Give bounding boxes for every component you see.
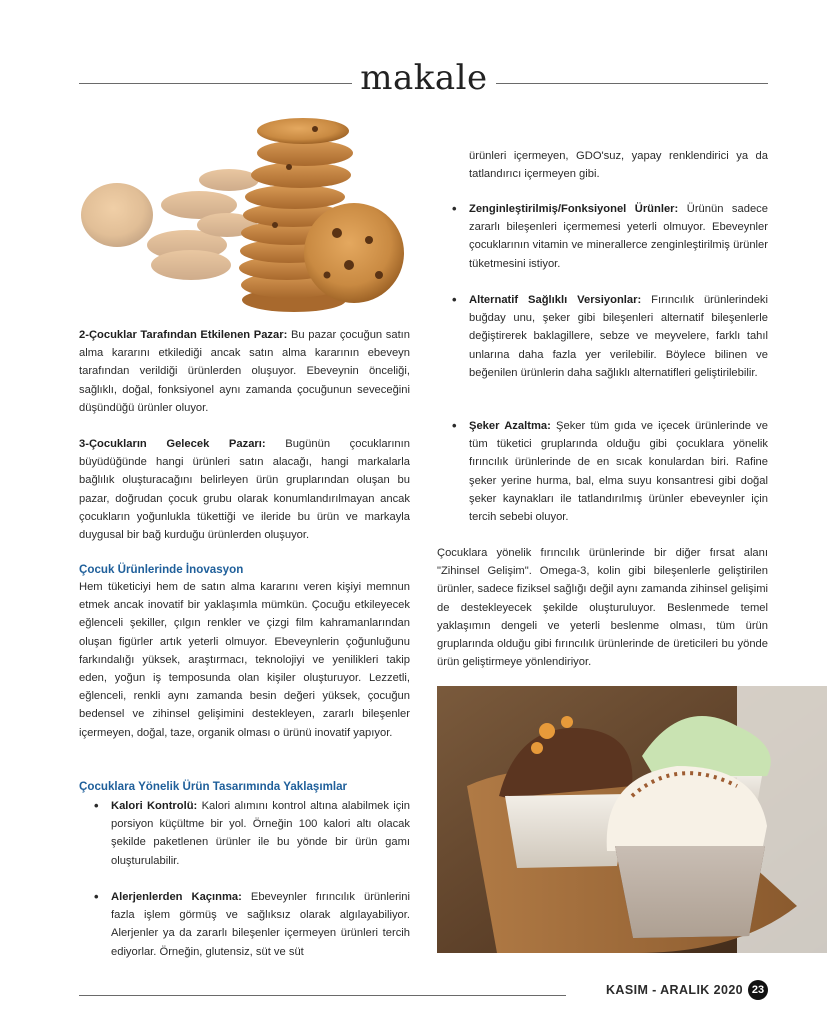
bullet-dot: • <box>94 798 99 813</box>
bullet-body: Kalori alımını kontrol altına alabilmek için porsiyon küçültme bir yol. Örneğin 100 kalori altı olacak şekilde paketlenen ürünler ile bu yönde bir ürün gamı oluşturulabilir. <box>111 800 410 867</box>
right-final-para: Çocuklara yönelik fırıncılık ürünlerinde bir diğer fırsat alanı "Zihinsel Gelişim". Omega-3, kolin gibi bileşenlerle geliştirilen ürünler, sadece fiziksel sağlığı değil aynı zamanda zihinsel gelişimi de destekleyecek şekilde oluşturuluyor. Beslenmede temel yaklaşımın dengeli ve yeterli beslenme olması, tüm ürün gruplarında olduğu gibi fırıncılık ürünlerinde de üreticileri bu yönde ürün geliştirmeye yönlendiriyor. <box>437 547 768 669</box>
left-para-2 <box>79 435 410 544</box>
para-lead: 2-Çocuklar Tarafından Etkilenen Pazar: <box>79 329 288 341</box>
cookies-photo <box>79 105 424 320</box>
bullet-calorie <box>111 797 410 870</box>
bullet-allergen <box>111 888 410 961</box>
heading-innovation: Çocuk Ürünlerinde İnovasyon <box>79 563 244 576</box>
bullet-lead: Alternatif Sağlıklı Versiyonlar: <box>469 294 642 306</box>
bullet-body: Fırıncılık ürünlerindeki buğday unu, şeker gibi bileşenleri alternatif bileşenlerle değiştirerek baklagillere, sebze ve meyvelere, farklı tahıl unlarına daha fazla yer verilebilir. Böylece bilinen ve beğenilen ürünlerin daha sağlıklı alternatifleri geliştirilebilir. <box>469 294 768 379</box>
left-para-3: Hem tüketiciyi hem de satın alma kararını veren kişiyi memnun etmek ancak inovatif bir yaklaşımla mümkün. Çocuğu etkileyecek eğlenceli şekiller, çılgın renkler ve çizgi film kahramanlarından oluşan figürler artık yeterli olmuyor. Ebeveynlerin çoğunluğunu farkındalığı yüksek, araştırmacı, teknolojiyi ve yenilikleri takip eden, yoğun iş temposunda olan kişiler oluşturuyor. Lezzetli, eğlenceli, renkli aynı zamanda besin değeri yüksek, çocuğun bedensel ve zihinsel gelişimini destekleyen, zararlı bileşenler içermeyen, doğal, taze, organik olması o ürünü inovatif yapıyor. <box>79 581 410 739</box>
left-para-1 <box>79 326 410 417</box>
cupcakes-photo <box>437 686 827 953</box>
bullet-enriched <box>469 200 768 273</box>
bullet-lead: Alerjenlerden Kaçınma: <box>111 891 242 903</box>
heading-design: Çocuklara Yönelik Ürün Tasarımında Yaklaşımlar <box>79 780 348 793</box>
bullet-lead: Şeker Azaltma: <box>469 420 551 432</box>
bullet-lead: Kalori Kontrolü: <box>111 800 198 812</box>
issue-date: KASIM - ARALIK 2020 <box>606 983 744 997</box>
bullet-dot: • <box>452 201 457 216</box>
bullet-dot: • <box>94 889 99 904</box>
page-number: 23 <box>748 980 768 1000</box>
footer-rule <box>79 995 566 996</box>
bullet-lead: Zenginleştirilmiş/Fonksiyonel Ürünler: <box>469 203 679 215</box>
para-body: Bu pazar çocuğun satın alma kararını etkilediği ancak satın alma kararının ebeveyn tarafından verildiği ürünlerden oluşuyor. Ebeveynin önceliği, sağlıklı, doğal, fonksiyonel aynı zamanda çocuğunun seveceğini düşündüğü ürünler oluyor. <box>79 329 411 414</box>
section-title: makale <box>360 58 488 98</box>
para-body: Bugünün çocuklarının büyüdüğünde hangi ürünleri satın alacağı, hangi markalarla bağlılık oluşturacağını belirleyen ürün gruplarından oluşan bu pazar, doğrudan çocuk grubu olarak konumlandırılmayan ancak çocukların yoğunlukla tükettiği ve ileride bu ürün ve markayla duygusal bir bağ kurduğu ürünlerden oluşuyor. <box>79 438 410 542</box>
para-lead: 3-Çocukların Gelecek Pazarı: <box>79 438 266 450</box>
bullet-dot: • <box>452 292 457 307</box>
bullet-sugar <box>469 417 768 526</box>
right-continuation: ürünleri içermeyen, GDO'suz, yapay renklendirici ya da tatlandırıcı içermeyen gibi. <box>469 150 768 181</box>
bullet-body: Ürünün sadece zararlı bileşenleri içermemesi yeterli olmuyor. Ebeveynler çocuklarının vitamin ve minerallerce zenginleştirilmiş ürünler tüketmesini istiyor. <box>469 203 768 270</box>
bullet-alternative <box>469 291 768 382</box>
bullet-dot: • <box>452 418 457 433</box>
header-rule-left <box>79 83 352 84</box>
bullet-body: Ebeveynler fırıncılık ürünlerini fazla işlem görmüş ve sağlıksız olarak algılayabiliyor. Alerjenler ya da zararlı bileşenler içermeyen ürünleri tercih ediyorlar. Örneğin, glutensiz, süt ve süt <box>111 891 410 958</box>
bullet-body: Şeker tüm gıda ve içecek ürünlerinde ve tüm tüketici gruplarında olduğu gibi çocuklara yönelik fırıncılık ürünlerinde de en sıcak konulardan biri. Rafine şeker yerine hurma, bal, elma suyu konsantresi gibi doğal şeker kaynakları ile tatlandırılmış ürünler ebeveynler için tercih sebebi oluyor. <box>469 420 768 524</box>
header-rule-right <box>496 83 768 84</box>
